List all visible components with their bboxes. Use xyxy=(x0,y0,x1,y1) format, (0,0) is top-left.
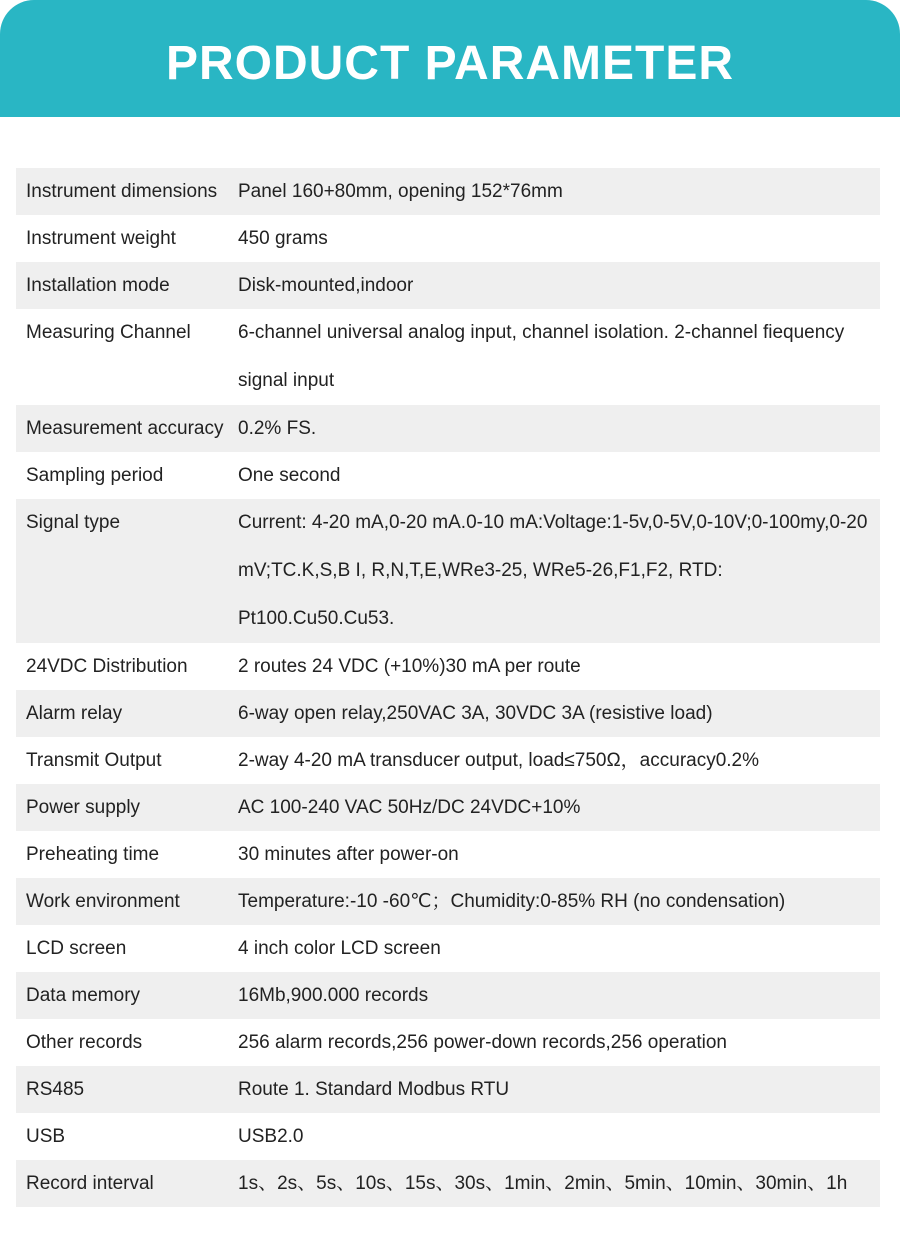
param-label: Measurement accuracy xyxy=(26,418,224,439)
param-row xyxy=(16,1113,880,1160)
param-label: USB xyxy=(26,1126,66,1147)
param-value: 30 minutes after power-on xyxy=(238,844,459,865)
param-label: Data memory xyxy=(26,985,141,1006)
parameter-table xyxy=(16,168,880,1207)
param-value: 6-way open relay,250VAC 3A, 30VDC 3A (resistive load) xyxy=(238,703,713,724)
param-row xyxy=(16,168,880,215)
param-label: Instrument weight xyxy=(26,228,176,249)
param-row xyxy=(16,1160,880,1207)
param-label: 24VDC Distribution xyxy=(26,656,188,677)
param-value: One second xyxy=(238,465,341,486)
param-label: Preheating time xyxy=(26,844,160,865)
param-row xyxy=(16,831,880,878)
param-value: Panel 160+80mm, opening 152*76mm xyxy=(238,181,563,202)
param-value: 6-channel universal analog input, channel isolation. 2-channel fiequency signal input xyxy=(238,322,845,391)
param-label: Instrument dimensions xyxy=(26,181,218,202)
param-row xyxy=(16,215,880,262)
param-row xyxy=(16,309,880,405)
param-value: USB2.0 xyxy=(238,1126,304,1147)
param-label: Record interval xyxy=(26,1173,154,1194)
param-value: 2 routes 24 VDC (+10%)30 mA per route xyxy=(238,656,581,677)
param-value: 256 alarm records,256 power-down records,256 operation xyxy=(238,1032,727,1053)
param-label: Measuring Channel xyxy=(26,322,191,343)
param-label: Transmit Output xyxy=(26,750,162,771)
param-row xyxy=(16,737,880,784)
param-label: RS485 xyxy=(26,1079,85,1100)
page-title: PRODUCT PARAMETER xyxy=(165,37,735,90)
param-row xyxy=(16,643,880,690)
param-label: Work environment xyxy=(26,891,180,912)
param-label: Other records xyxy=(26,1032,143,1053)
param-value: 1s、2s、5s、10s、15s、30s、1min、2min、5min、10min、30min、1h xyxy=(238,1173,848,1194)
param-label: Installation mode xyxy=(26,275,170,296)
param-row xyxy=(16,784,880,831)
param-row xyxy=(16,452,880,499)
param-value: 4 inch color LCD screen xyxy=(238,938,441,959)
param-row xyxy=(16,405,880,452)
param-row xyxy=(16,690,880,737)
param-value: 16Mb,900.000 records xyxy=(238,985,429,1006)
param-label: Signal type xyxy=(26,512,121,533)
param-value: Route 1. Standard Modbus RTU xyxy=(238,1079,510,1100)
param-row xyxy=(16,262,880,309)
param-label: Power supply xyxy=(26,797,141,818)
param-label: LCD screen xyxy=(26,938,127,959)
param-row xyxy=(16,925,880,972)
param-row xyxy=(16,972,880,1019)
header-banner xyxy=(0,0,900,117)
param-row xyxy=(16,499,880,643)
param-label: Sampling period xyxy=(26,465,164,486)
param-value: Disk-mounted,indoor xyxy=(238,275,414,296)
param-value: Current: 4-20 mA,0-20 mA.0-10 mA:Voltage:1-5v,0-5V,0-10V;0-100my,0-20 mV;TC.K,S,B I, R,N,T,E,WRe3-25, WRe5-26,F1,F2, RTD: Pt100.Cu50.Cu53. xyxy=(238,512,868,629)
param-label: Alarm relay xyxy=(26,703,123,724)
param-value: 0.2% FS. xyxy=(238,418,317,439)
param-value: Temperature:-10 -60℃；Chumidity:0-85% RH (no condensation) xyxy=(238,891,786,912)
param-value: AC 100-240 VAC 50Hz/DC 24VDC+10% xyxy=(238,797,581,818)
param-row xyxy=(16,1066,880,1113)
param-row xyxy=(16,1019,880,1066)
param-row xyxy=(16,878,880,925)
param-value: 2-way 4-20 mA transducer output, load≤750Ω，accuracy0.2% xyxy=(238,750,760,771)
param-value: 450 grams xyxy=(238,228,328,249)
